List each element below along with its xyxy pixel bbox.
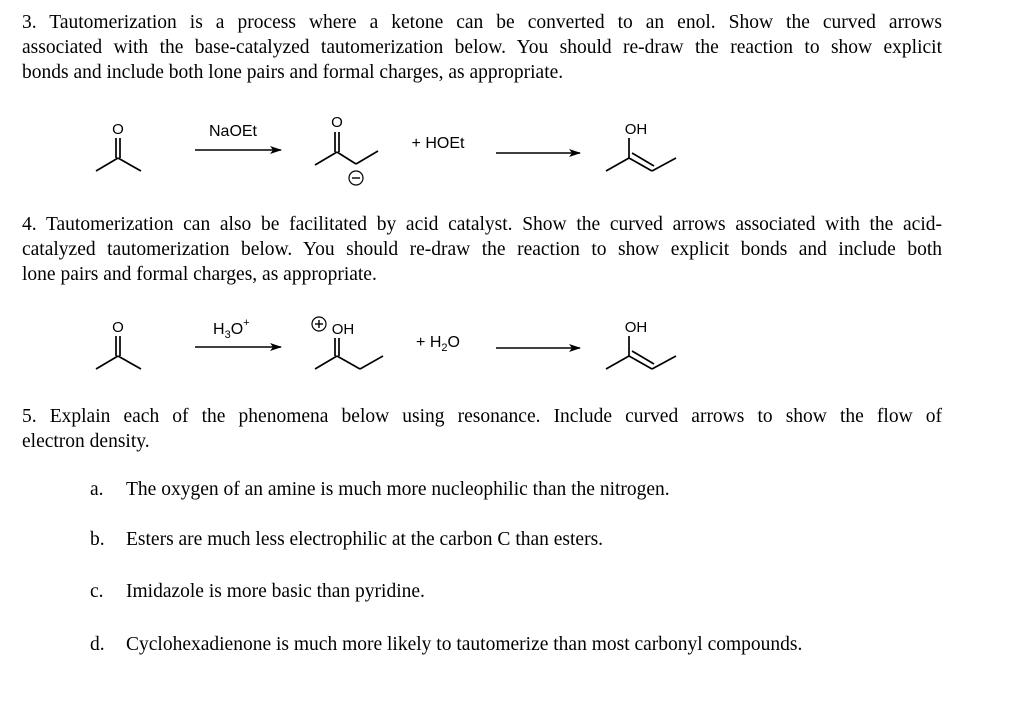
q4-line-2: catalyzed tautomerization below. You should re-draw the reaction to show explicit bonds and include both: [22, 239, 942, 260]
q4-ketone-oxygen: O: [112, 319, 124, 336]
q3-ketone: [96, 138, 141, 171]
q3-line-1: 3. Tautomerization is a process where a ketone can be converted to an enol. Show the curved arrows: [22, 12, 942, 33]
q5-item-d-label: d.: [90, 634, 105, 655]
q3-enol-hydroxyl: OH: [624, 121, 648, 138]
q5-item-d-text: Cyclohexadienone is much more likely to tautomerize than most carbonyl compounds.: [126, 634, 803, 655]
q4-oxonium: [315, 338, 383, 369]
q5-line-1: 5. Explain each of the phenomena below using resonance. Include curved arrows to show the flow of: [22, 406, 942, 427]
q4-oxonium-hydroxyl: OH: [331, 321, 355, 338]
q4-line-3: lone pairs and formal charges, as appropriate.: [22, 264, 377, 285]
q3-byproduct: + HOEt: [411, 135, 465, 152]
q5-item-b-label: b.: [90, 529, 105, 550]
q4-byproduct: + $H_2O$: [416, 334, 460, 354]
q3-line-2: associated with the base-catalyzed tautomerization below. You should re-draw the reaction to show explicit: [22, 37, 942, 58]
q4-positive-charge-icon: [312, 317, 326, 331]
q5-item-c-text: Imidazole is more basic than pyridine.: [126, 581, 425, 602]
q5-item-a-label: a.: [90, 479, 104, 500]
q5-item-a-text: The oxygen of an amine is much more nucleophilic than the nitrogen.: [126, 479, 670, 500]
q3-enolate: [315, 132, 378, 165]
q5-line-2: electron density.: [22, 431, 150, 452]
q3-enolate-oxygen: O: [331, 114, 343, 131]
q5-item-b-text: Esters are much less electrophilic at the carbon C than esters.: [126, 529, 604, 550]
q5-item-c-label: c.: [90, 581, 104, 602]
q3-carbanion-charge-icon: [349, 171, 363, 185]
q4-enol-hydroxyl: OH: [624, 319, 648, 336]
q3-ketone-oxygen: O: [112, 121, 124, 138]
q3-reagent: NaOEt: [208, 123, 258, 140]
q3-enol: [606, 138, 676, 171]
q4-reagent: $H_3O^+$: [213, 317, 250, 341]
q4-enol: [606, 336, 676, 369]
q4-line-1: 4. Tautomerization can also be facilitated by acid catalyst. Show the curved arrows associated with the acid-: [22, 214, 942, 235]
q4-ketone: [96, 336, 141, 369]
q3-line-3: bonds and include both lone pairs and formal charges, as appropriate.: [22, 62, 564, 83]
